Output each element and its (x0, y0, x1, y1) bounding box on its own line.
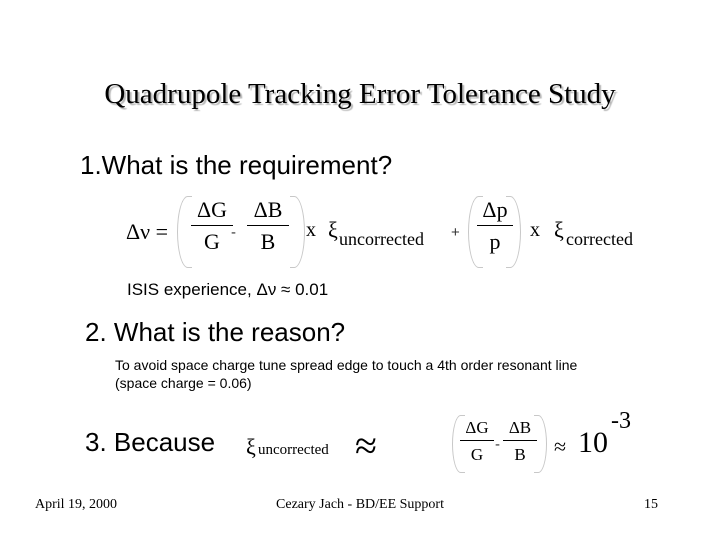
fraction-bar (191, 225, 233, 226)
right-paren-2 (506, 196, 521, 268)
question-3-heading: 3. Because (85, 427, 216, 457)
left-paren-1 (177, 196, 192, 268)
subscript-uncorrected: uncorrected (339, 229, 424, 249)
right-paren-1 (290, 196, 305, 268)
fraction-numerator: ΔG (465, 418, 489, 437)
footer-author: Cezary Jach - BD/EE Support (276, 497, 444, 512)
subscript-corrected: corrected (566, 229, 633, 249)
fraction-denominator: B (514, 445, 526, 464)
fraction-bar (503, 440, 537, 441)
fraction-bar (247, 225, 289, 226)
footer-date: April 19, 2000 (35, 497, 118, 512)
fraction-numerator: Δp (482, 197, 508, 222)
fraction-dG-over-G (460, 418, 494, 464)
delta-nu-lhs: Δν = (126, 219, 169, 244)
minus-sign: - (231, 224, 236, 241)
plus-sign: + (451, 224, 460, 241)
times-sign: x (530, 219, 540, 241)
fraction-numerator: ΔB (253, 197, 283, 222)
fraction-denominator: G (204, 229, 220, 254)
times-sign: x (306, 219, 316, 241)
footer-page-number: 15 (644, 497, 658, 512)
fraction-numerator: ΔB (508, 418, 532, 437)
isis-experience-note: ISIS experience, Δν ≈ 0.01 (127, 280, 329, 299)
approx-sign: ≈ (355, 423, 377, 468)
subscript-uncorrected: uncorrected (258, 442, 329, 458)
reason-text (115, 356, 577, 392)
fraction-bar (460, 440, 494, 441)
xi-symbol: ξ (554, 217, 564, 242)
power-exponent: -3 (611, 408, 631, 434)
fraction-dB-over-B (503, 418, 537, 464)
power-base: 10 (578, 426, 608, 459)
question-1-heading: 1.What is the requirement? (80, 150, 393, 180)
xi-symbol: ξ (328, 217, 338, 242)
fraction-dB-over-B (247, 198, 289, 254)
fraction-denominator: B (260, 229, 276, 254)
fraction-denominator: p (489, 229, 501, 254)
reason-line-2: (space charge = 0.06) (115, 375, 252, 391)
right-paren-3 (534, 415, 547, 473)
question-2-heading: 2. What is the reason? (85, 317, 346, 347)
xi-symbol: ξ (246, 434, 256, 459)
slide-title: Quadrupole Tracking Error Tolerance Study (104, 78, 616, 110)
fraction-dG-over-G (191, 198, 233, 254)
fraction-denominator: G (470, 445, 484, 464)
approx-sign: ≈ (554, 434, 567, 459)
reason-line-1: To avoid space charge tune spread edge to touch a 4th order resonant line (115, 357, 578, 373)
minus-sign: - (495, 436, 500, 453)
fraction-numerator: ΔG (196, 197, 228, 222)
